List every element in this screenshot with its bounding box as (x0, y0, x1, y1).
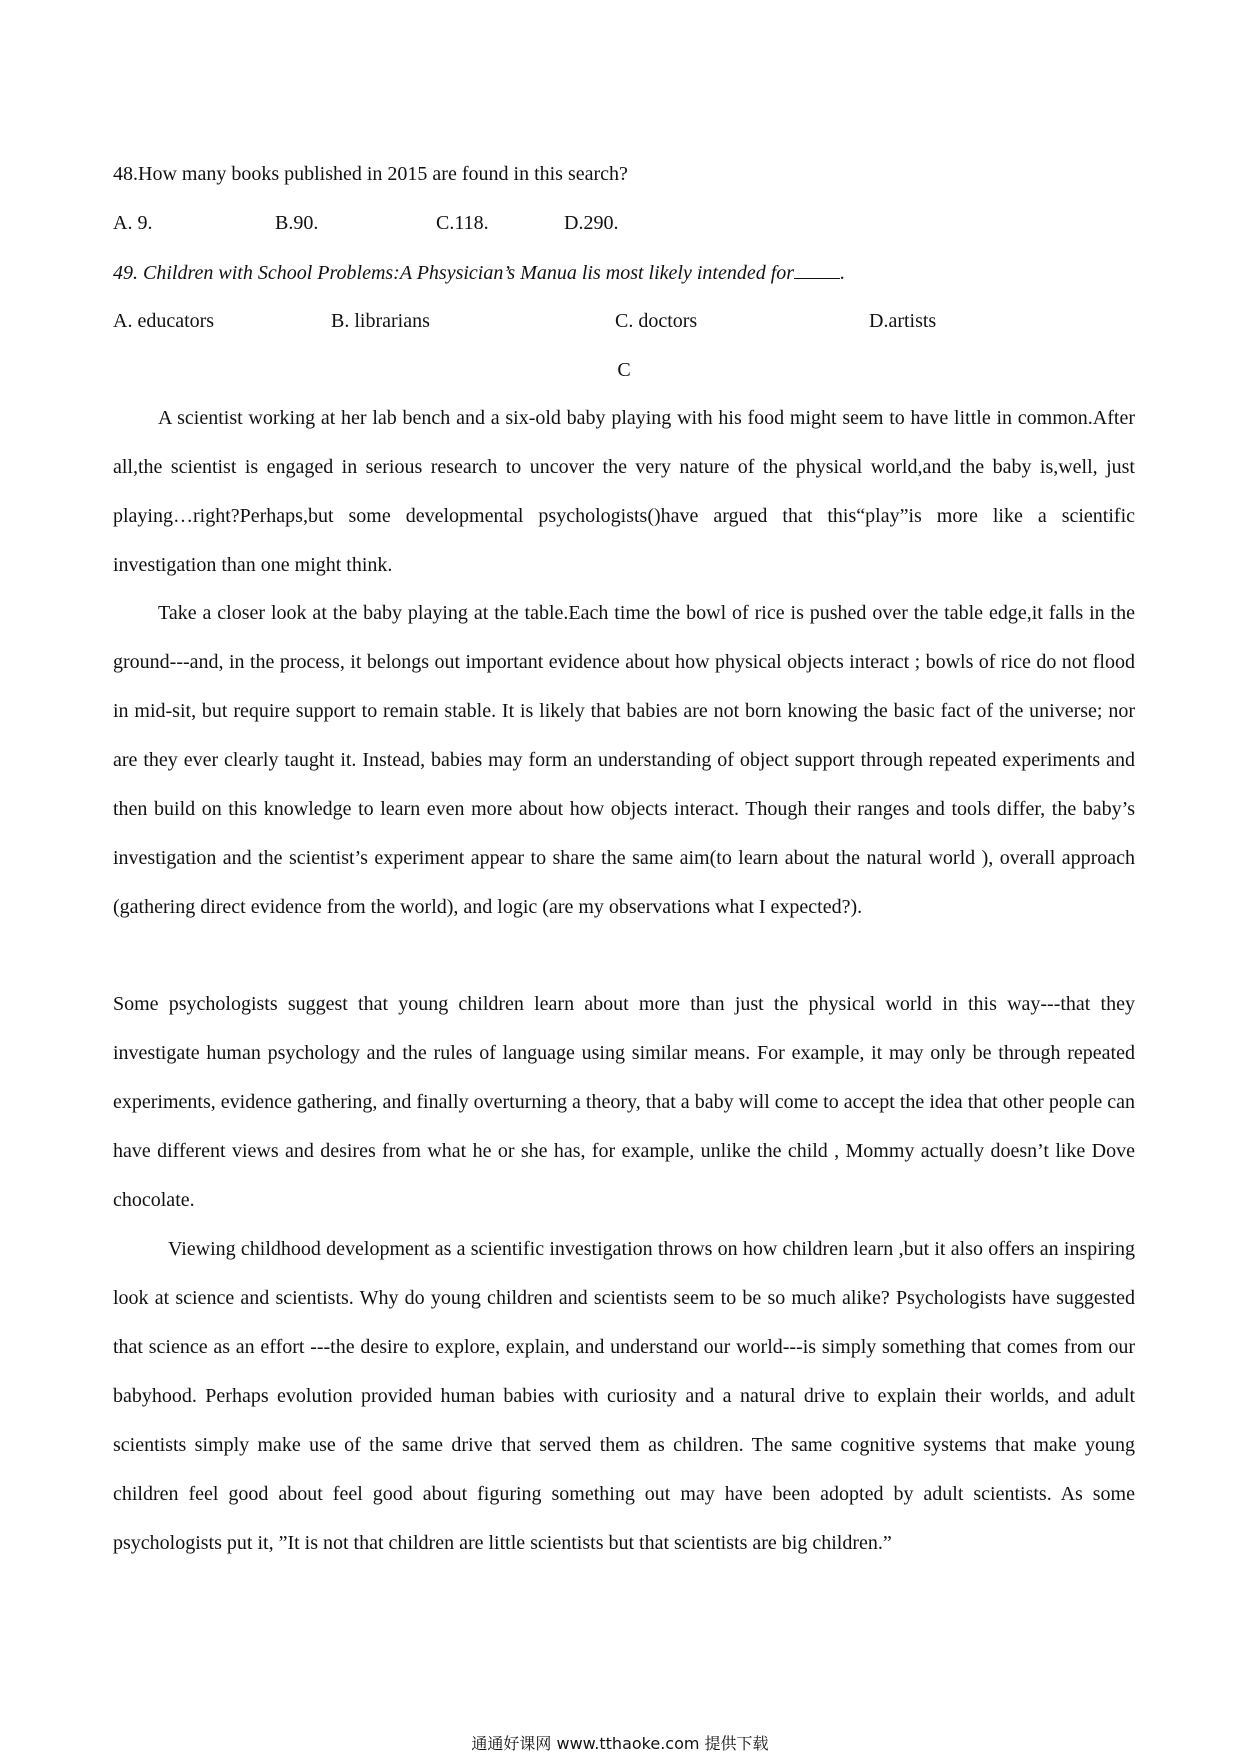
question-49-option-b: B. librarians (331, 310, 430, 332)
page-footer: 通通好课网 www.tthaoke.com 提供下载 (471, 1734, 769, 1753)
question-48-option-c: C.118. (436, 212, 489, 234)
answer-blank (794, 260, 840, 279)
passage-paragraph-4: Viewing childhood development as a scientific investigation throws on how children learn ,but it also offers an inspiring look at science and scientists. Why do young children and scientists seem to be so much alike? Psychologists have suggested that science as an effort ---the desire to explore, explain, and understand our world---is simply something that comes from our babyhood. Perhaps evolution provided human babies with curiosity and a natural drive to explain their worlds, and adult scientists simply make use of the same drive that served them as children. The same cognitive systems that make young children feel good about feel good about figuring something out may have been adopted by adult scientists. As some psychologists put it, ”It is not that children are little scientists but that scientists are big children.” (113, 1238, 1135, 1554)
question-49-option-c: C. doctors (615, 310, 698, 332)
section-label: C (617, 359, 631, 381)
passage-paragraph-1: A scientist working at her lab bench and a six-old baby playing with his food might seem to have little in common.After all,the scientist is engaged in serious research to uncover the very nature of the physical world,and the baby is,well, just playing…right?Perhaps,but some developmental psychologists()have argued that this“play”is more like a scientific investigation than one might think. (113, 407, 1135, 576)
question-49-option-d: D.artists (869, 310, 937, 332)
question-48-option-a: A. 9. (113, 212, 153, 234)
question-48-option-d: D.290. (564, 212, 619, 234)
question-48-stem: 48.How many books published in 2015 are found in this search? (113, 163, 628, 185)
question-48-option-b: B.90. (275, 212, 319, 234)
question-48-options (113, 211, 713, 235)
question-49-stem (113, 260, 845, 285)
question-49-text: 49. Children with School Problems:A Phsysician’s Manua lis most likely intended for (113, 262, 795, 284)
document-page (113, 0, 1135, 1754)
passage-paragraph-2: Take a closer look at the baby playing at the table.Each time the bowl of rice is pushed over the table edge,it falls in the ground---and, in the process, it belongs out important evidence about how physical objects interact ; bowls of rice do not flood in mid-sit, but require support to remain stable. It is likely that babies are not born knowing the basic fact of the universe; nor are they ever clearly taught it. Instead, babies may form an understanding of object support through repeated experiments and then build on this knowledge to learn even more about how objects interact. Though their ranges and tools differ, the baby’s investigation and the scientist’s experiment appear to share the same aim(to learn about the natural world ), overall approach (gathering direct evidence from the world), and logic (are my observations what I expected?). (113, 602, 1135, 918)
question-49-options (113, 309, 1013, 333)
question-49-end: . (840, 262, 846, 284)
passage-paragraph-3: Some psychologists suggest that young children learn about more than just the physical world in this way---that they investigate human psychology and the rules of language using similar means. For example, it may only be through repeated experiments, evidence gathering, and finally overturning a theory, that a baby will come to accept the idea that other people can have different views and desires from what he or she has, for example, unlike the child , Mommy actually doesn’t like Dove chocolate. (113, 993, 1135, 1211)
question-49-option-a: A. educators (113, 310, 215, 332)
